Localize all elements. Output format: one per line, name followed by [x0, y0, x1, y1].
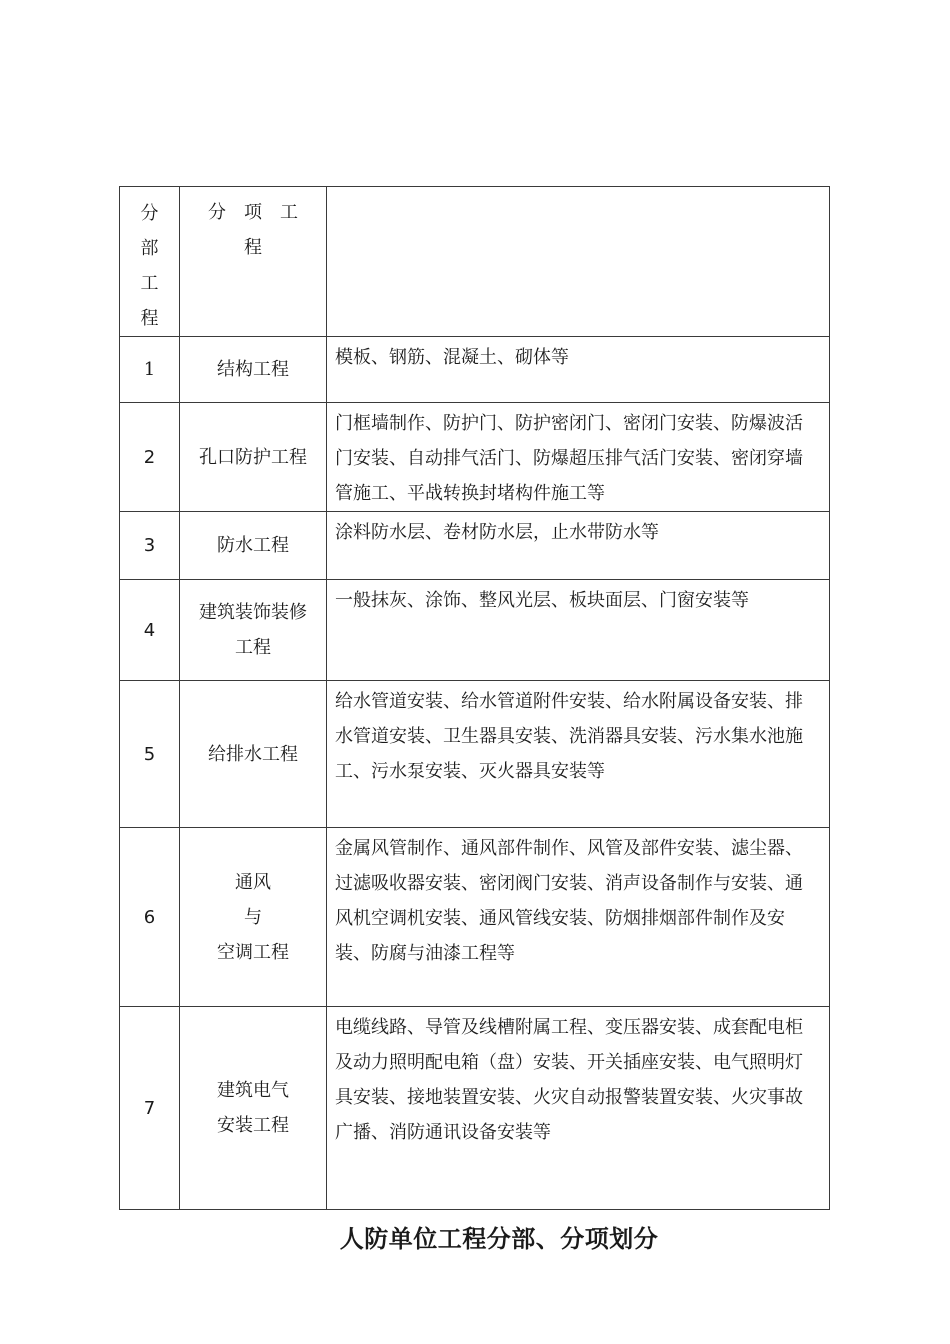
row-content: 模板、钢筋、混凝土、砌体等 [327, 337, 830, 403]
row-name-line: 安装工程 [217, 1115, 289, 1136]
header-item-cell [180, 187, 327, 337]
row-name-line: 通风 [235, 871, 271, 893]
row-name-line: 与 [244, 906, 262, 928]
row-name-line: 防水工程 [217, 535, 289, 556]
table-row [120, 403, 830, 512]
table-row [120, 512, 830, 580]
row-content: 给水管道安装、给水管道附件安装、给水附属设备安装、排水管道安装、卫生器具安装、洗消器具安装、污水集水池施工、污水泵安装、灭火器具安装等 [327, 681, 830, 828]
row-name-line: 孔口防护工程 [199, 446, 307, 468]
header-item-line1: 分项工 [208, 202, 316, 223]
table-row [120, 1007, 830, 1210]
table-row [120, 681, 830, 828]
row-name [180, 580, 327, 681]
row-name [180, 403, 327, 512]
row-number: 1 [120, 337, 180, 403]
row-number: 6 [120, 828, 180, 1007]
row-name-line: 空调工程 [217, 941, 289, 963]
row-name-line: 工程 [235, 637, 271, 658]
division-table [119, 186, 830, 1210]
row-name-line: 给排水工程 [208, 743, 298, 765]
table-row [120, 828, 830, 1007]
row-content: 涂料防水层、卷材防水层，止水带防水等 [327, 512, 830, 580]
row-name [180, 828, 327, 1007]
header-division-cell [120, 187, 180, 337]
row-content: 电缆线路、导管及线槽附属工程、变压器安装、成套配电柜及动力照明配电箱（盘）安装、开关插座安装、电气照明灯具安装、接地装置安装、火灾自动报警装置安装、火灾事故广播、消防通讯设备安装等 [327, 1007, 830, 1210]
row-number: 3 [120, 512, 180, 580]
header-item-line2: 程 [244, 237, 262, 258]
row-name [180, 1007, 327, 1210]
row-name-line: 结构工程 [217, 359, 289, 380]
row-number: 7 [120, 1007, 180, 1210]
row-number: 5 [120, 681, 180, 828]
document-title: 人防单位工程分部、分项划分 [339, 1225, 659, 1253]
row-name [180, 337, 327, 403]
row-content: 一般抹灰、涂饰、整风光层、板块面层、门窗安装等 [327, 580, 830, 681]
table-row [120, 337, 830, 403]
row-number: 2 [120, 403, 180, 512]
header-division-char: 部 [140, 238, 159, 259]
table-header-row [120, 187, 830, 337]
row-content: 门框墙制作、防护门、防护密闭门、密闭门安装、防爆波活门安装、自动排气活门、防爆超压排气活门安装、密闭穿墙管施工、平战转换封堵构件施工等 [327, 403, 830, 512]
row-name [180, 681, 327, 828]
header-division-char: 程 [140, 308, 159, 329]
row-content: 金属风管制作、通风部件制作、风管及部件安装、滤尘器、过滤吸收器安装、密闭阀门安装、消声设备制作与安装、通风机空调机安装、通风管线安装、防烟排烟部件制作及安装、防腐与油漆工程等 [327, 828, 830, 1007]
header-division-char: 工 [140, 273, 159, 294]
header-division-char: 分 [140, 203, 159, 224]
row-name-line: 建筑电气 [217, 1080, 289, 1101]
table-row [120, 580, 830, 681]
row-name [180, 512, 327, 580]
row-number: 4 [120, 580, 180, 681]
row-name-line: 建筑装饰装修 [199, 602, 307, 623]
header-content-cell [327, 187, 830, 337]
